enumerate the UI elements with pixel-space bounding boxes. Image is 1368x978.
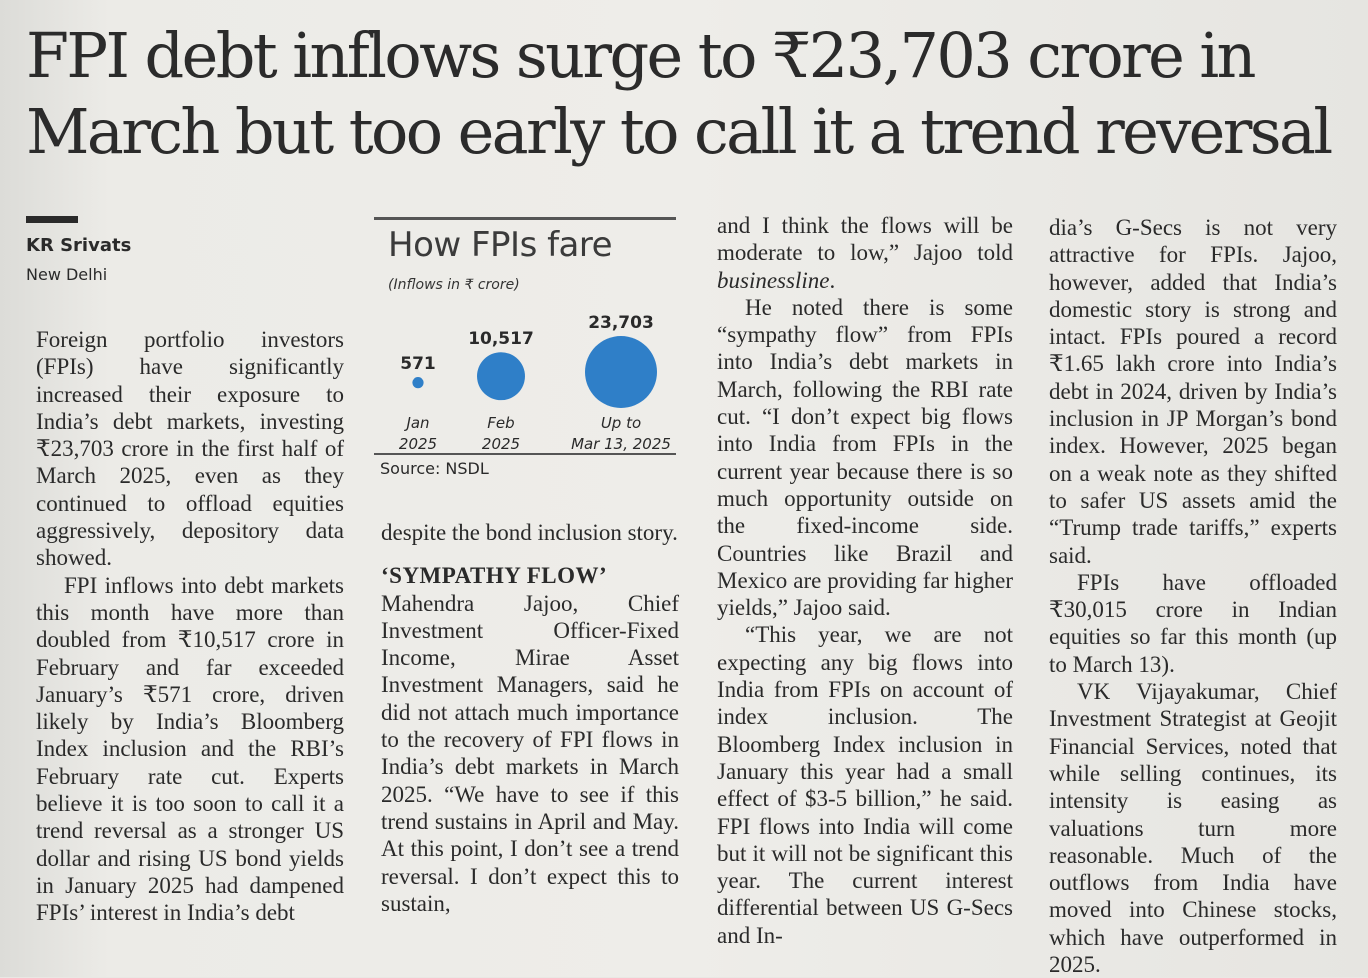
paragraph: “This year, we are not expecting any big flows into India from FPIs on account of index inclusion. The Bloomberg Index inclusion in January this year had a small effect of $3-5 billion,” he said. FPI flows into India will come but it will not be significant this year. The current interest differential between US G-Secs and In- — [717, 622, 1013, 948]
text-run: and I think the flows will be moderate to low,” Jajoo told — [717, 213, 1013, 266]
chart-source: Source: NSDL — [380, 459, 489, 478]
paragraph — [717, 212, 1013, 294]
column-1 — [36, 326, 344, 927]
bubble-2 — [477, 352, 525, 400]
paragraph: Mahendra Jajoo, Chief Investment Officer-Fixed Income, Mirae Asset Investment Managers, said he did not attach much importance to the recovery of FPI flows in India’s debt markets in March 2025. “We have to see if this trend sustains in April and May. At this point, I don’t see a trend reversal. I don’t expect this to sustain, — [381, 590, 679, 916]
category-label-line1: Up to — [600, 414, 642, 432]
bubble-1 — [412, 377, 423, 388]
column-4 — [1049, 214, 1337, 978]
chart-top-rule — [374, 217, 676, 220]
inflow-chart — [374, 217, 676, 487]
subhead: ‘SYMPATHY FLOW’ — [381, 563, 608, 589]
paragraph: FPI inflows into debt markets this month have more than doubled from ₹10,517 crore in February and far exceeded January’s ₹571 crore, driven likely by India’s Bloomberg Index inclusion and the RBI’s February rate cut. Experts believe it is too soon to call it a trend reversal as a stronger US dollar and rising US bond yields in January 2025 had dampened FPIs’ interest in India’s debt — [36, 572, 344, 926]
column-3 — [717, 212, 1013, 949]
headline — [26, 18, 1346, 170]
category-label-line2: 2025 — [398, 435, 438, 452]
dateline-location: New Delhi — [26, 265, 108, 284]
paragraph: Foreign portfolio investors (FPIs) have significantly increased their exposure to India’s debt markets, investing ₹23,703 crore in the first half of March 2025, even as they continued to offload equities aggressively, depository data showed. — [36, 327, 344, 571]
category-label-line2: 2025 — [481, 435, 521, 452]
category-label-line1: Jan — [406, 414, 430, 432]
value-label: 10,517 — [468, 329, 534, 350]
paragraph: VK Vijayakumar, Chief Investment Strategist at Geojit Financial Services, noted that while selling continues, its intensity is easing as valuations turn more reasonable. Much of the outflows from India have moved into Chinese stocks, which have outperformed in 2025. — [1049, 679, 1337, 978]
paragraph: dia’s G-Secs is not very attractive for FPIs. Jajoo, however, added that India’s domestic story is strong and intact. FPIs poured a record ₹1.65 lakh crore into India’s debt in 2024, driven by India’s inclusion in JP Morgan’s bond index. However, 2025 began on a weak note as they shifted to safer US assets amid the “Trump trade tariffs,” experts said. — [1049, 215, 1337, 568]
column-2 — [381, 519, 679, 917]
category-label-line2: Mar 13, 2025 — [571, 435, 671, 452]
text-run: . — [829, 267, 836, 293]
value-label: 571 — [400, 354, 436, 375]
chart-unit-label: (Inflows in ₹ crore) — [388, 277, 520, 293]
byline-rule — [26, 216, 78, 223]
bubble-3 — [585, 336, 657, 408]
headline-line-1: FPI debt inflows surge to ₹23,703 crore in — [26, 19, 1254, 92]
paragraph: He noted there is some “sympathy flow” from FPIs into India’s debt markets in March, following the RBI rate cut. “I don’t expect big flows into India from FPIs in the current year because there is so much opportunity outside on the fixed-income side. Countries like Brazil and Mexico are providing far higher yields,” Jajoo said. — [717, 294, 1013, 621]
value-label: 23,703 — [588, 313, 654, 333]
bubble-plot — [374, 287, 676, 452]
paragraph-continuation: despite the bond inclusion story. — [381, 520, 678, 545]
author-name: KR Srivats — [26, 235, 132, 256]
chart-bottom-rule — [374, 453, 676, 455]
chart-title: How FPIs fare — [388, 225, 613, 265]
category-label-line1: Feb — [487, 414, 515, 432]
headline-line-2: March but too early to call it a trend reversal — [26, 95, 1331, 168]
paragraph: FPIs have offloaded ₹30,015 crore in Indian equities so far this month (up to March 13). — [1049, 569, 1337, 677]
publication-name: businessline — [717, 267, 830, 293]
